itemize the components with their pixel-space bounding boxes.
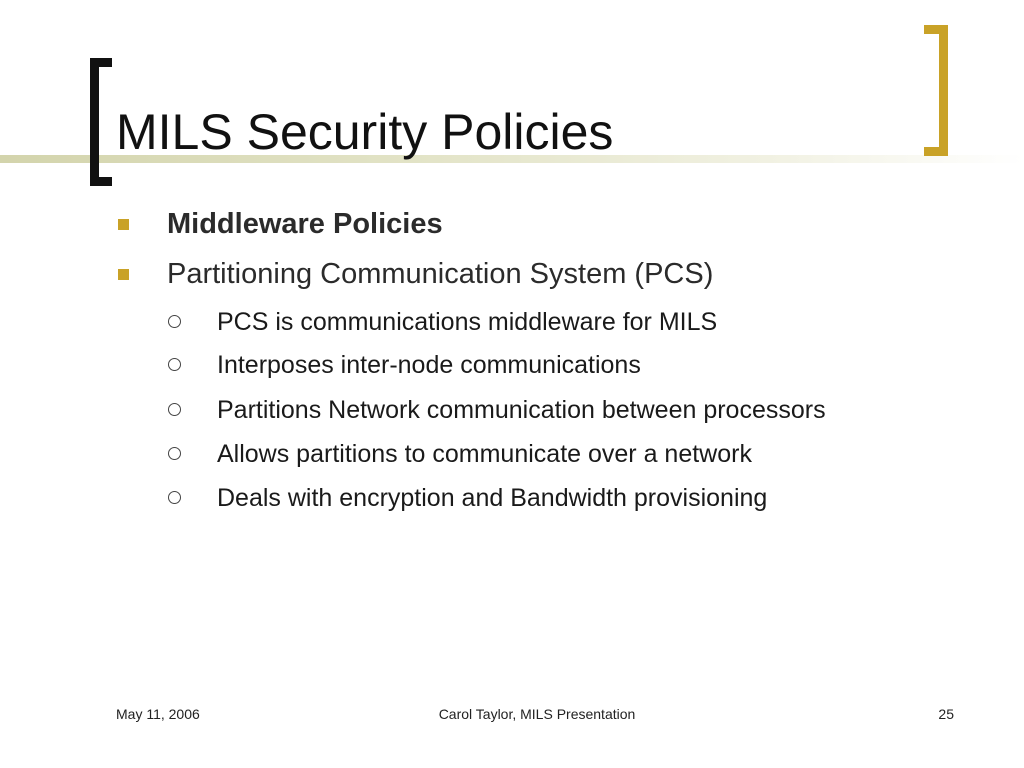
sub-bullet-item [168, 304, 968, 340]
sub-bullet-text: Deals with encryption and Bandwidth provisioning [217, 484, 768, 512]
hollow-circle-bullet-icon [168, 358, 181, 371]
sub-bullet-text: PCS is communications middleware for MILS [217, 308, 718, 336]
square-bullet-icon [118, 219, 129, 230]
sub-bullet-item [168, 480, 968, 516]
hollow-circle-bullet-icon [168, 403, 181, 416]
bullet-pcs [116, 254, 976, 294]
sub-bullet-item [168, 347, 968, 383]
square-bullet-icon [118, 269, 129, 280]
hollow-circle-bullet-icon [168, 447, 181, 460]
footer-presenter: Carol Taylor, MILS Presentation [438, 706, 636, 722]
sub-bullet-text: Allows partitions to communicate over a network [217, 440, 752, 468]
left-bracket-decoration [90, 58, 112, 186]
bullet-middleware-policies [116, 204, 976, 244]
sub-bullet-item [168, 392, 968, 428]
hollow-circle-bullet-icon [168, 491, 181, 504]
sub-bullet-text: Interposes inter-node communications [217, 351, 641, 379]
sub-bullet-item [168, 436, 968, 472]
sub-bullet-text: Partitions Network communication between processors [217, 396, 826, 424]
slide-title: MILS Security Policies [116, 104, 614, 160]
footer-page-number: 25 [938, 706, 954, 722]
right-bracket-decoration [924, 25, 948, 156]
footer-date: May 11, 2006 [116, 706, 200, 722]
hollow-circle-bullet-icon [168, 315, 181, 328]
bullet-text: Partitioning Communication System (PCS) [167, 258, 714, 290]
bullet-text: Middleware Policies [167, 208, 443, 240]
